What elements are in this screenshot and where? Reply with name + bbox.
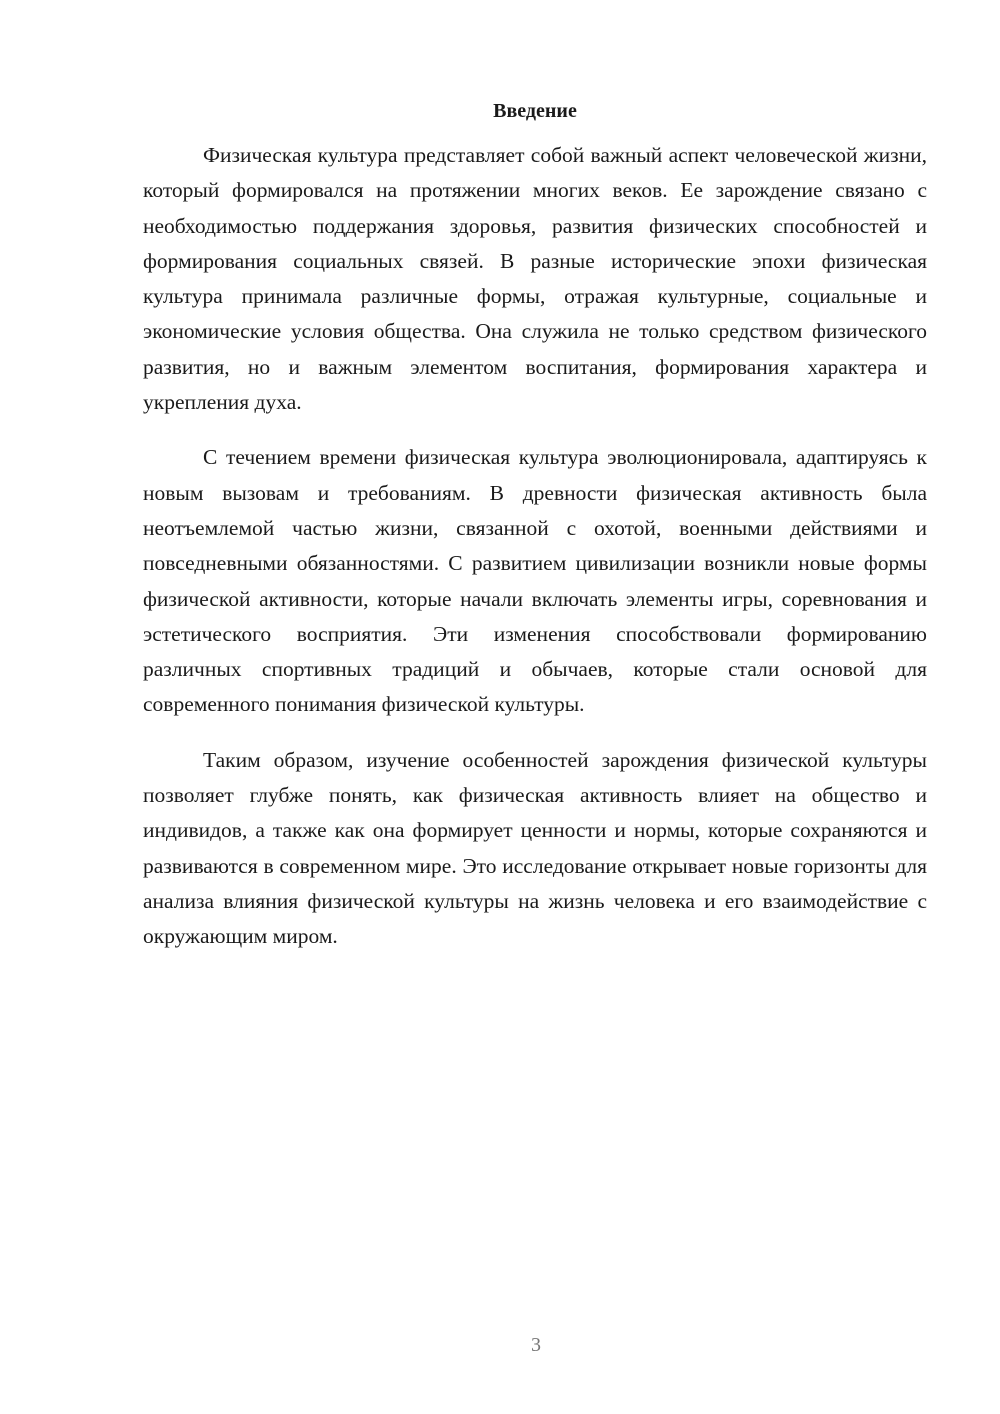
paragraph-3: Таким образом, изучение особенностей зарождения физической культуры позволяет глубже понять, как физическая активность влияет на общество и индивидов, а также как она формирует ценности и нормы, которые сохраняются и развиваются в современном мире. Это исследование открывает новые горизонты для анализа влияния физической культуры на жизнь человека и его взаимодействие с окружающим миром. [143,747,927,949]
section-title: Введение [493,100,577,122]
paragraph-2: С течением времени физическая культура эволюционировала, адаптируясь к новым вызовам и требованиям. В древности физическая активность была неотъемлемой частью жизни, связанной с охотой, военными действиями и повседневными обязанностями. С развитием цивилизации возникли новые формы физической активности, которые начали включать элементы игры, соревнования и эстетического восприятия. Эти изменения способствовали формированию различных спортивных традиций и обычаев, которые стали основой для современного понимания физической культуры. [143,445,927,717]
paragraph-1: Физическая культура представляет собой важный аспект человеческой жизни, который формировался на протяжении многих веков. Ее зарождение связано с необходимостью поддержания здоровья, развития физических способностей и формирования социальных связей. В разные исторические эпохи физическая культура принимала различные формы, отражая культурные, социальные и экономические условия общества. Она служила не только средством физического развития, но и важным элементом воспитания, формирования характера и укрепления духа. [143,143,927,415]
page-number: 3 [531,1334,541,1356]
page-content [143,96,927,975]
